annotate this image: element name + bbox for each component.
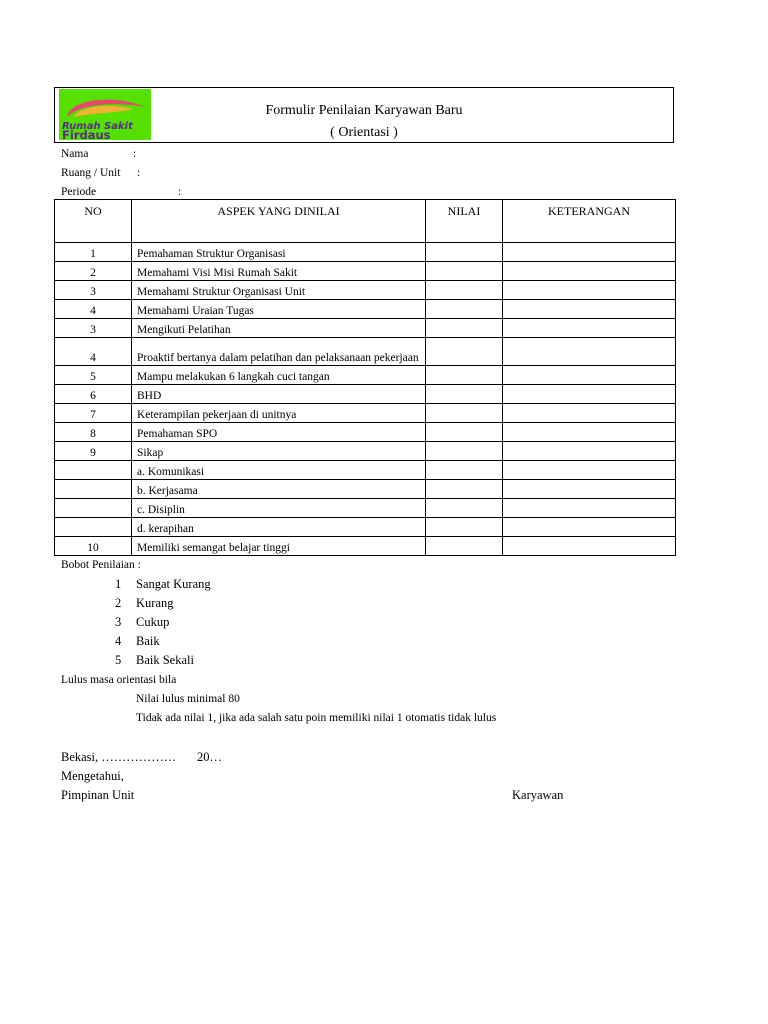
unit-label: Ruang / Unit <box>61 167 121 179</box>
row-aspect: a. Komunikasi <box>132 461 426 480</box>
row-no: 3 <box>55 281 132 300</box>
pass-rule-no-one: Tidak ada nilai 1, jika ada salah satu poin memiliki nilai 1 otomatis tidak lulus <box>136 712 497 724</box>
row-aspect: BHD <box>132 385 426 404</box>
row-no: 2 <box>55 262 132 281</box>
score-cell[interactable] <box>426 480 503 499</box>
row-no <box>55 480 132 499</box>
row-no: 4 <box>55 338 132 366</box>
table-row <box>55 518 676 537</box>
table-row <box>55 404 676 423</box>
col-aspect-header: ASPEK YANG DINILAI <box>132 200 426 243</box>
score-cell[interactable] <box>426 423 503 442</box>
table-row <box>55 499 676 518</box>
weight-num: 5 <box>115 653 122 667</box>
name-colon: : <box>133 148 137 160</box>
row-no: 4 <box>55 300 132 319</box>
score-cell[interactable] <box>426 281 503 300</box>
row-no: 9 <box>55 442 132 461</box>
form-title: Formulir Penilaian Karyawan Baru <box>265 103 463 118</box>
col-score-header: NILAI <box>426 200 503 243</box>
col-note-header: KETERANGAN <box>503 200 676 243</box>
table-row <box>55 366 676 385</box>
row-aspect: Memahami Visi Misi Rumah Sakit <box>132 262 426 281</box>
row-no: 5 <box>55 366 132 385</box>
score-cell[interactable] <box>426 262 503 281</box>
note-cell[interactable] <box>503 423 676 442</box>
score-cell[interactable] <box>426 461 503 480</box>
weight-num: 2 <box>115 596 122 610</box>
note-cell[interactable] <box>503 319 676 338</box>
note-cell[interactable] <box>503 537 676 556</box>
score-cell[interactable] <box>426 537 503 556</box>
note-cell[interactable] <box>503 480 676 499</box>
unit-head-signature-label: Pimpinan Unit <box>61 788 135 802</box>
row-aspect: Sikap <box>132 442 426 461</box>
row-aspect: b. Kerjasama <box>132 480 426 499</box>
row-aspect: Memahami Uraian Tugas <box>132 300 426 319</box>
note-cell[interactable] <box>503 518 676 537</box>
row-aspect: Pemahaman Struktur Organisasi <box>132 243 426 262</box>
period-label: Periode <box>61 186 97 198</box>
score-cell[interactable] <box>426 518 503 537</box>
note-cell[interactable] <box>503 366 676 385</box>
logo-line1: Rumah Sakit <box>62 121 133 132</box>
row-no: 8 <box>55 423 132 442</box>
row-no: 1 <box>55 243 132 262</box>
score-cell[interactable] <box>426 499 503 518</box>
row-aspect: Memiliki semangat belajar tinggi <box>132 537 426 556</box>
row-aspect: Keterampilan pekerjaan di unitnya <box>132 404 426 423</box>
table-row <box>55 537 676 556</box>
table-row <box>55 262 676 281</box>
score-cell[interactable] <box>426 385 503 404</box>
name-label: Nama <box>61 148 89 160</box>
weight-num: 1 <box>115 577 122 591</box>
acknowledged-label: Mengetahui, <box>61 769 124 783</box>
pass-rule-min-score: Nilai lulus minimal 80 <box>136 693 240 705</box>
row-aspect: c. Disiplin <box>132 499 426 518</box>
row-aspect: Pemahaman SPO <box>132 423 426 442</box>
score-cell[interactable] <box>426 366 503 385</box>
score-cell[interactable] <box>426 404 503 423</box>
note-cell[interactable] <box>503 499 676 518</box>
logo-line2: Firdaus <box>62 128 111 140</box>
note-cell[interactable] <box>503 262 676 281</box>
assessment-table <box>54 199 676 556</box>
weight-label: Cukup <box>136 615 170 629</box>
table-row <box>55 243 676 262</box>
score-cell[interactable] <box>426 319 503 338</box>
table-row <box>55 442 676 461</box>
table-row <box>55 281 676 300</box>
note-cell[interactable] <box>503 461 676 480</box>
row-no <box>55 518 132 537</box>
table-row <box>55 480 676 499</box>
table-row <box>55 338 676 366</box>
period-colon: : <box>178 186 182 198</box>
col-no-header: NO <box>55 200 132 243</box>
note-cell[interactable] <box>503 442 676 461</box>
row-aspect: Proaktif bertanya dalam pelatihan dan pelaksanaan pekerjaan <box>132 338 426 366</box>
weight-label: Kurang <box>136 596 174 610</box>
note-cell[interactable] <box>503 243 676 262</box>
table-row <box>55 423 676 442</box>
row-no <box>55 499 132 518</box>
weight-num: 4 <box>115 634 122 648</box>
note-cell[interactable] <box>503 281 676 300</box>
table-header-row <box>55 200 676 243</box>
row-aspect: Memahami Struktur Organisasi Unit <box>132 281 426 300</box>
row-aspect: d. kerapihan <box>132 518 426 537</box>
row-no: 10 <box>55 537 132 556</box>
weights-title: Bobot Penilaian : <box>61 559 141 571</box>
form-header <box>54 87 674 143</box>
place-date: Bekasi, ……………… <box>61 750 177 764</box>
weight-num: 3 <box>115 615 122 629</box>
row-no: 7 <box>55 404 132 423</box>
weight-label: Baik <box>136 634 160 648</box>
note-cell[interactable] <box>503 385 676 404</box>
row-no <box>55 461 132 480</box>
score-cell[interactable] <box>426 442 503 461</box>
note-cell[interactable] <box>503 300 676 319</box>
weight-label: Baik Sekali <box>136 653 194 667</box>
note-cell[interactable] <box>503 338 676 366</box>
row-aspect: Mampu melakukan 6 langkah cuci tangan <box>132 366 426 385</box>
weight-label: Sangat Kurang <box>136 577 211 591</box>
table-row <box>55 300 676 319</box>
row-no: 3 <box>55 319 132 338</box>
score-cell[interactable] <box>426 243 503 262</box>
table-row <box>55 385 676 404</box>
table-row <box>55 319 676 338</box>
form-subtitle: ( Orientasi ) <box>330 125 398 140</box>
table-row <box>55 461 676 480</box>
pass-title: Lulus masa orientasi bila <box>61 674 177 686</box>
employee-signature-label: Karyawan <box>512 788 564 802</box>
row-aspect: Mengikuti Pelatihan <box>132 319 426 338</box>
score-cell[interactable] <box>426 300 503 319</box>
note-cell[interactable] <box>503 404 676 423</box>
score-cell[interactable] <box>426 338 503 366</box>
row-no: 6 <box>55 385 132 404</box>
unit-colon: : <box>137 167 141 179</box>
year: 20… <box>197 750 222 764</box>
